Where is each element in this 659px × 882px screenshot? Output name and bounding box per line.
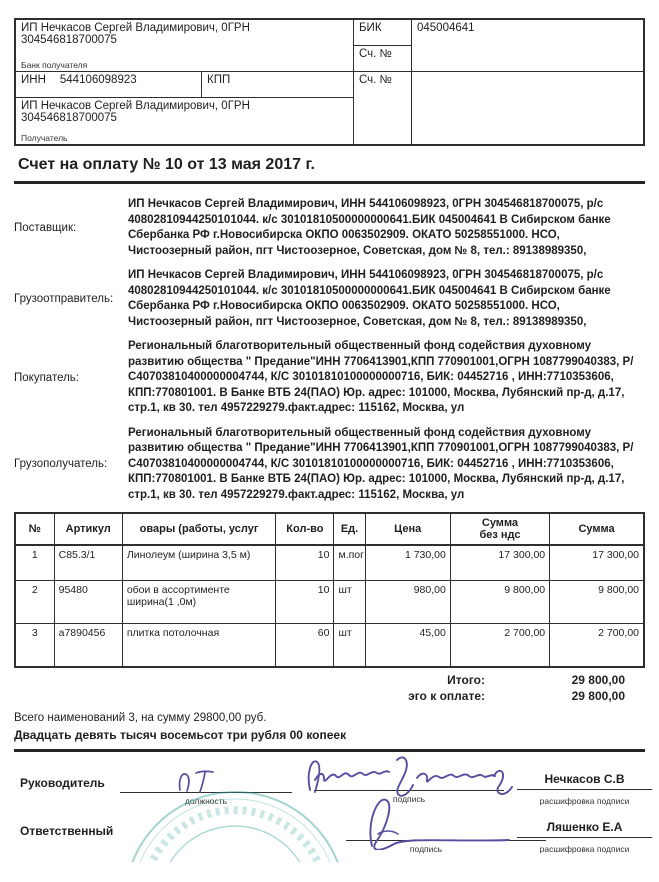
responsible-transcript-caption: расшифровка подписи [539,844,630,854]
bank-name-cell [16,20,354,72]
table-row [15,545,644,581]
col-unit: Ед. [334,513,365,545]
responsible-sign-caption: подпись [409,844,443,854]
amount-in-words: Двадцать девять тысяч восемьсот три рубля 00 копеек [14,728,347,742]
cell-qty: 60 [276,624,334,668]
itogo-value: 29 800,00 [571,673,625,687]
title-divider [14,181,645,184]
head-transcript-caption: расшифровка подписи [539,796,630,806]
inn-value: 544106098923 [59,74,137,86]
itogo-label: Итого: [447,673,485,687]
items-count-line: Всего наименований 3, на сумму 29800,00 руб. [14,712,267,724]
items-header-row [15,513,644,545]
col-qty: Кол-во [276,513,334,545]
cell-sum: 2 700,00 [550,624,644,668]
party-text: Региональный благотворительный общественный фонд содействия духовному развитию общества " Предание"ИНН 7706413901,КПП 770901001,ОГРН 1087799040383, Р/С40703810400000004744, К/С 30101810100000000716, БИК: 04452716 , ИНН:7710353606, КПП:770801001. В Банке ВТБ 24(ПАО) Юр. адрес: 101000, Москва, Лубянский пр-д, д.17, стр.1, кв 30. тел 4957229279.факт.адрес: 115162, Москва, ул [128,340,634,414]
party-consignor [14,268,645,330]
account-label: Сч. № [354,46,412,72]
cell-price: 980,00 [365,581,450,624]
table-row [15,581,644,624]
party-text: Региональный благотворительный общественный фонд содействия духовному развитию общества " Предание"ИНН 7706413901,КПП 770901001,ОГРН 1087799040383, Р/С40703810400000004744, К/С 30101810100000000716, БИК: 04452716 , ИНН:7710353606, КПП:770801001. В Банке ВТБ 24(ПАО) Юр. адрес: 101000, Москва, Лубянский пр-д, д.17, стр.1, кв 30. тел 4957229279.факт.адрес: 115162, Москва, ул [128,426,634,501]
party-label: Поставщик: [14,222,77,234]
party-text: ИП Нечкасов Сергей Владимирович, ИНН 544106098923, 0ГРН 304546818700075, р/с 40802810944250101044. к/с 30101810500000000641.БИК 045004641 В Сибирском банке Сбербанка РФ г.Новосибирска ОКПО 0063502909. ОКАТО 50258551000. НСО, Чистоозерный район, пгт Чистоозерное, Советская, дом № 8, тел.: 89138989350, [128,198,611,257]
col-article: Артикул [54,513,122,545]
cell-article: С85.3/1 [54,545,122,581]
bik-value: 045004641 [412,20,643,72]
receiver-cell [16,98,354,144]
bank-name-text: ИП Нечкасов Сергей Владимирович, 0ГРН 304546818700075 [21,22,250,46]
due-value: 29 800,00 [571,689,625,703]
responsible-name: Ляшенко Е.А [517,820,652,838]
kpp-label: КПП [207,74,231,86]
responsible-role-label: Ответственный [20,824,114,838]
bank-name-caption: Банк получателя [21,60,88,70]
cell-number: 3 [15,624,54,668]
due-label: эго к оплате: [408,689,485,703]
col-number: № [15,513,54,545]
cell-goods: Линолеум (ширина 3,5 м) [122,545,275,581]
account2-value [412,72,643,144]
items-table [14,512,645,668]
total-due-row [14,689,645,703]
bik-label: БИК [354,20,412,46]
cell-qty: 10 [276,545,334,581]
party-label: Грузополучатель: [14,458,108,471]
table-row [15,624,644,668]
cell-unit: м.пог [334,545,365,581]
total-itogo-row [14,673,645,687]
inn-label: ИНН [21,74,46,86]
account2-label: Сч. № [354,72,412,144]
col-sum: Сумма [550,513,644,545]
receiver-caption: Получатель [21,133,68,143]
page-title: Счет на оплату № 10 от 13 мая 2017 г. [18,156,315,173]
parties-block [14,197,645,503]
cell-sum-novat: 2 700,00 [450,624,549,668]
col-goods: овары (работы, услуг [122,513,275,545]
cell-unit: шт [334,581,365,624]
party-label: Грузоотправитель: [14,293,114,305]
cell-sum: 9 800,00 [550,581,644,624]
company-stamp [100,780,370,862]
receiver-text: ИП Нечкасов Сергей Владимирович, 0ГРН 304546818700075 [21,100,250,124]
party-label: Покупатель: [14,371,79,384]
head-role-label: Руководитель [20,776,105,790]
totals-block [14,673,645,742]
inn-cell [16,72,202,98]
cell-sum: 17 300,00 [550,545,644,581]
party-buyer [14,339,645,417]
col-sum-novat-line1: Сумма [481,517,519,529]
cell-unit: шт [334,624,365,668]
cell-sum-novat: 17 300,00 [450,545,549,581]
cell-price: 45,00 [365,624,450,668]
cell-price: 1 730,00 [365,545,450,581]
col-sum-novat [450,513,549,545]
head-sign-caption: подпись [392,794,426,804]
cell-qty: 10 [276,581,334,624]
col-price: Цена [365,513,450,545]
kpp-cell [202,72,354,98]
party-consignee [14,426,645,504]
bank-requisites-table [14,18,645,146]
cell-goods: плитка потолочная [122,624,275,668]
cell-article: 95480 [54,581,122,624]
cell-goods: обои в ассортименте ширина(1 ,0м) [122,581,275,624]
party-text: ИП Нечкасов Сергей Владимирович, ИНН 544106098923, 0ГРН 304546818700075, р/с 40802810944250101044. к/с 30101810500000000641.БИК 045004641 В Сибирском банке Сбербанка РФ г.Новосибирска ОКПО 0063502909. ОКАТО 50258551000. НСО, Чистоозерный район, пгт Чистоозерное, Советская, дом № 8, тел.: 89138989350, [128,269,611,328]
party-supplier [14,197,645,259]
cell-number: 1 [15,545,54,581]
cell-article: а7890456 [54,624,122,668]
col-sum-novat-line2: без ндс [479,529,521,541]
cell-sum-novat: 9 800,00 [450,581,549,624]
position-caption: должность [184,796,228,806]
head-name: Нечкасов С.В [517,772,652,790]
cell-number: 2 [15,581,54,624]
